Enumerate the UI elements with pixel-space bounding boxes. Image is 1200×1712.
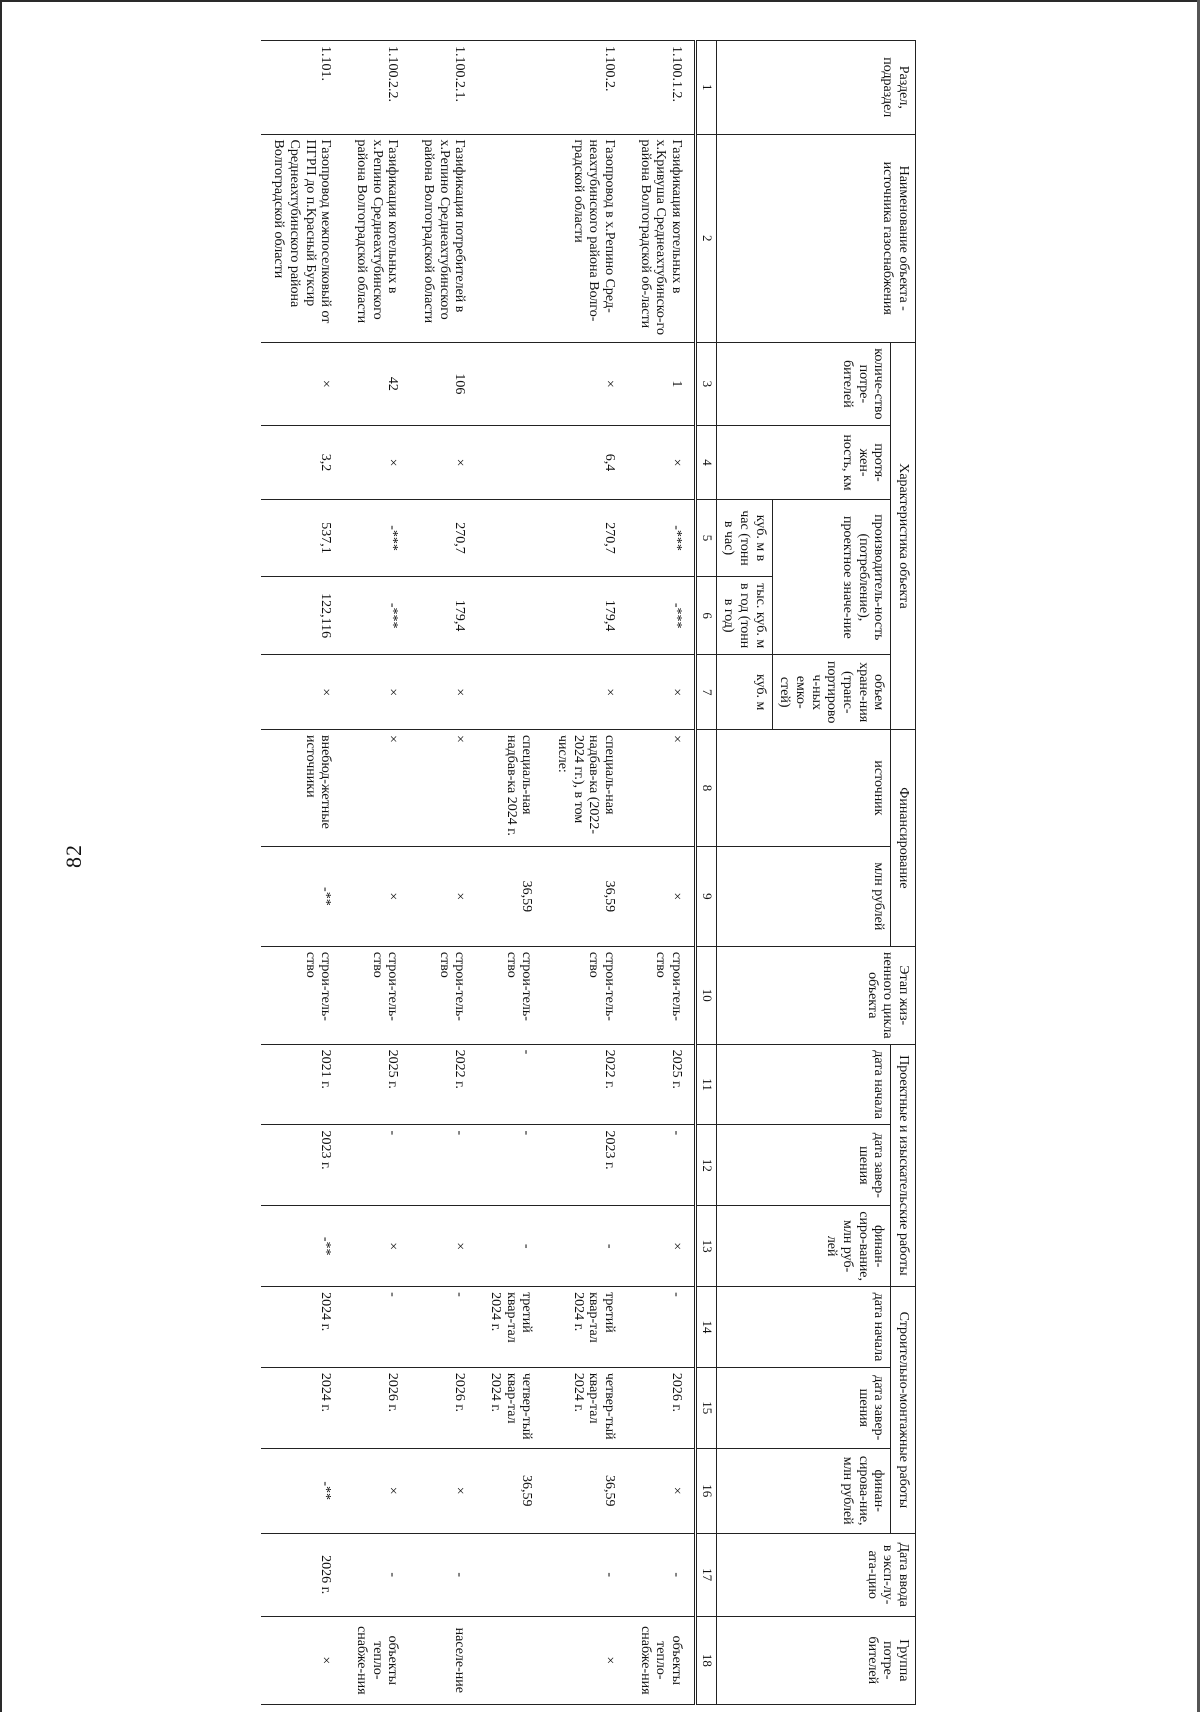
- cell-section: 1.101.: [261, 41, 344, 135]
- cell-design-start: -: [477, 1044, 544, 1125]
- cell-object-name: Газификация котельных в х.Репино Среднеахтубинского района Волгоградской области: [343, 134, 410, 342]
- cell-fin-source: ×: [343, 729, 410, 846]
- cell-commission-date: 2026 г.: [261, 1533, 344, 1616]
- header-characteristics: Характеристика объекта: [891, 342, 916, 729]
- col-num: 12: [696, 1125, 717, 1206]
- cell-build-start: -: [343, 1287, 410, 1368]
- cell-section: 1.100.1.2.: [627, 41, 696, 135]
- cell-storage-volume: ×: [410, 655, 477, 729]
- cell-length: 3,2: [261, 425, 344, 499]
- header-name: Наименование объекта - источника газоснабжения: [716, 134, 915, 342]
- col-num: 9: [696, 846, 717, 946]
- header-capacity: производитель-ность (потребление), проектное значе-ние: [772, 500, 891, 655]
- cell-section: 1.100.2.2.: [343, 41, 410, 135]
- cell-stage: строи-тель-ство: [261, 946, 344, 1044]
- header-fin-source: источник: [716, 729, 891, 846]
- cell-build-fin: ×: [627, 1448, 696, 1533]
- col-num: 3: [696, 342, 717, 425]
- cell-build-end: четвер-тый квар-тал 2024 г.: [477, 1367, 544, 1448]
- cell-design-start: 2025 г.: [343, 1044, 410, 1125]
- cell-consumer-count: [477, 342, 544, 425]
- cell-fin-source: внебюд-жетные источники: [261, 729, 344, 846]
- cell-design-end: -: [477, 1125, 544, 1206]
- header-length: протя-жен-ность, км: [716, 425, 891, 499]
- cell-commission-date: [477, 1533, 544, 1616]
- cell-length: [477, 425, 544, 499]
- cell-commission-date: -: [343, 1533, 410, 1616]
- table-row: [544, 41, 627, 1705]
- cell-design-fin: ×: [627, 1206, 696, 1287]
- cell-consumer-group: объекты тепло-снабже-ния: [343, 1616, 410, 1704]
- gas-supply-table: [261, 40, 916, 1705]
- cell-commission-date: -: [410, 1533, 477, 1616]
- cell-build-fin: ×: [410, 1448, 477, 1533]
- scan-edge-top: [0, 0, 1200, 2]
- cell-consumer-count: ×: [261, 342, 344, 425]
- cell-consumer-group: ×: [544, 1616, 627, 1704]
- col-num: 6: [696, 576, 717, 655]
- header-design-end: дата завер-шения: [716, 1125, 891, 1206]
- cell-build-start: третий квар-тал 2024 г.: [477, 1287, 544, 1368]
- cell-capacity-year: 122,116: [261, 576, 344, 655]
- col-num: 1: [696, 41, 717, 135]
- cell-build-end: 2026 г.: [410, 1367, 477, 1448]
- cell-design-start: 2022 г.: [544, 1044, 627, 1125]
- cell-length: ×: [627, 425, 696, 499]
- cell-capacity-year: -***: [343, 576, 410, 655]
- table-row: [627, 41, 696, 1705]
- cell-fin-source: специаль-ная надбав-ка (2022-2024 гг.), в том числе:: [544, 729, 627, 846]
- cell-capacity-year: [477, 576, 544, 655]
- col-num: 17: [696, 1533, 717, 1616]
- cell-object-name: Газификация котельных в х.Кривуша Среднеахтубинско-го района Волгоградской об-ласти: [627, 134, 696, 342]
- cell-consumer-group: населе-ние: [410, 1616, 477, 1704]
- cell-stage: строи-тель-ство: [627, 946, 696, 1044]
- header-commission: Дата ввода в эксп-лу-ата-цию: [716, 1533, 915, 1616]
- col-num: 13: [696, 1206, 717, 1287]
- table-row: [343, 41, 410, 1705]
- header-volume-unit: куб. м: [716, 655, 772, 729]
- cell-capacity-hour: 270,7: [410, 500, 477, 577]
- cell-consumer-group: [477, 1616, 544, 1704]
- cell-commission-date: -: [544, 1533, 627, 1616]
- cell-build-fin: ×: [343, 1448, 410, 1533]
- cell-capacity-year: 179,4: [410, 576, 477, 655]
- cell-capacity-hour: -***: [627, 500, 696, 577]
- header-design-works: Проектные и изыскательские работы: [891, 1044, 916, 1286]
- col-num: 7: [696, 655, 717, 729]
- col-num: 8: [696, 729, 717, 846]
- column-number-row: [696, 41, 717, 1705]
- cell-storage-volume: ×: [544, 655, 627, 729]
- cell-design-fin: -**: [261, 1206, 344, 1287]
- table-row: [477, 41, 544, 1705]
- cell-build-fin: 36,59: [544, 1448, 627, 1533]
- col-num: 5: [696, 500, 717, 577]
- col-num: 4: [696, 425, 717, 499]
- cell-design-fin: -: [544, 1206, 627, 1287]
- header-row-1: [891, 41, 916, 1705]
- cell-section: [477, 41, 544, 135]
- cell-stage: строи-тель-ство: [477, 946, 544, 1044]
- cell-fin-amount: -**: [261, 846, 344, 946]
- cell-length: ×: [343, 425, 410, 499]
- cell-stage: строи-тель-ство: [343, 946, 410, 1044]
- cell-build-end: 2026 г.: [343, 1367, 410, 1448]
- cell-consumer-group: ×: [261, 1616, 344, 1704]
- cell-design-start: 2021 г.: [261, 1044, 344, 1125]
- cell-object-name: Газопровод в х.Репино Сред-неахтубинского района Волго-градской области: [544, 134, 627, 342]
- cell-storage-volume: ×: [343, 655, 410, 729]
- header-group: Группа потре-бителей: [716, 1616, 915, 1704]
- cell-build-end: 2026 г.: [627, 1367, 696, 1448]
- header-build-works: Строительно-монтажные работы: [891, 1287, 916, 1534]
- cell-design-fin: ×: [343, 1206, 410, 1287]
- cell-capacity-hour: 537,1: [261, 500, 344, 577]
- page-number: 82: [61, 844, 86, 868]
- cell-storage-volume: [477, 655, 544, 729]
- cell-storage-volume: ×: [627, 655, 696, 729]
- cell-build-end: 2024 г.: [261, 1367, 344, 1448]
- scan-edge-left: [0, 0, 2, 1712]
- col-num: 15: [696, 1367, 717, 1448]
- cell-section: 1.100.2.1.: [410, 41, 477, 135]
- cell-storage-volume: ×: [261, 655, 344, 729]
- header-design-fin: финан-сиро-вание, млн руб-лей: [716, 1206, 891, 1287]
- cell-consumer-count: ×: [544, 342, 627, 425]
- cell-consumer-count: 42: [343, 342, 410, 425]
- col-num: 11: [696, 1044, 717, 1125]
- header-consumer-count: количе-ство потре-бителей: [716, 342, 891, 425]
- col-num: 14: [696, 1287, 717, 1368]
- header-stage: Этап жиз-ненного цикла объекта: [716, 946, 915, 1044]
- cell-build-start: третий квар-тал 2024 г.: [544, 1287, 627, 1368]
- header-build-end: дата завер-шения: [716, 1367, 891, 1448]
- cell-length: ×: [410, 425, 477, 499]
- cell-capacity-year: 179,4: [544, 576, 627, 655]
- cell-fin-amount: ×: [410, 846, 477, 946]
- cell-design-end: -: [410, 1125, 477, 1206]
- header-storage-volume: объем хране-ния (транс-портировоч-ных емко-стей): [772, 655, 891, 729]
- cell-object-name: [477, 134, 544, 342]
- cell-design-fin: -: [477, 1206, 544, 1287]
- cell-consumer-count: 1: [627, 342, 696, 425]
- cell-stage: строи-тель-ство: [410, 946, 477, 1044]
- cell-design-end: 2023 г.: [261, 1125, 344, 1206]
- header-fin-amount: млн рублей: [716, 846, 891, 946]
- cell-object-name: Газопровод межпоселковый от ПГРП до п.Красный Буксир Среднеахтубинского района Волгоградской области: [261, 134, 344, 342]
- cell-consumer-count: 106: [410, 342, 477, 425]
- table-row: [261, 41, 344, 1705]
- cell-build-start: -: [410, 1287, 477, 1368]
- cell-design-end: -: [627, 1125, 696, 1206]
- header-capacity-year: тыс. куб. м в год (тонн в год): [716, 576, 772, 655]
- cell-fin-amount: ×: [343, 846, 410, 946]
- cell-design-end: -: [343, 1125, 410, 1206]
- cell-fin-source: ×: [410, 729, 477, 846]
- table-body: [261, 41, 696, 1705]
- col-num: 10: [696, 946, 717, 1044]
- cell-build-fin: -**: [261, 1448, 344, 1533]
- cell-fin-amount: 36,59: [477, 846, 544, 946]
- header-financing: Финансирование: [891, 729, 916, 946]
- cell-design-start: 2022 г.: [410, 1044, 477, 1125]
- cell-length: 6,4: [544, 425, 627, 499]
- header-section: Раздел, подраздел: [716, 41, 915, 135]
- rotated-table-wrapper: [166, 40, 916, 1705]
- cell-fin-amount: 36,59: [544, 846, 627, 946]
- cell-design-end: 2023 г.: [544, 1125, 627, 1206]
- cell-stage: строи-тель-ство: [544, 946, 627, 1044]
- cell-object-name: Газификация потребителей в х.Репино Среднеахтубинского района Волгоградской области: [410, 134, 477, 342]
- cell-capacity-hour: -***: [343, 500, 410, 577]
- cell-consumer-group: объекты тепло-снабже-ния: [627, 1616, 696, 1704]
- cell-design-fin: ×: [410, 1206, 477, 1287]
- header-build-fin: финан-сирова-ние, млн рублей: [716, 1448, 891, 1533]
- cell-build-start: 2024 г.: [261, 1287, 344, 1368]
- header-capacity-hour: куб. м в час (тонн в час): [716, 500, 772, 577]
- cell-capacity-hour: [477, 500, 544, 577]
- cell-section: 1.100.2.: [544, 41, 627, 135]
- cell-commission-date: -: [627, 1533, 696, 1616]
- cell-build-fin: 36,59: [477, 1448, 544, 1533]
- col-num: 18: [696, 1616, 717, 1704]
- col-num: 2: [696, 134, 717, 342]
- cell-capacity-year: -***: [627, 576, 696, 655]
- cell-capacity-hour: 270,7: [544, 500, 627, 577]
- header-design-start: дата начала: [716, 1044, 891, 1125]
- cell-fin-amount: ×: [627, 846, 696, 946]
- table-row: [410, 41, 477, 1705]
- cell-build-end: четвер-тый квар-тал 2024 г.: [544, 1367, 627, 1448]
- col-num: 16: [696, 1448, 717, 1533]
- cell-fin-source: ×: [627, 729, 696, 846]
- header-build-start: дата начала: [716, 1287, 891, 1368]
- cell-design-start: 2025 г.: [627, 1044, 696, 1125]
- cell-build-start: -: [627, 1287, 696, 1368]
- cell-fin-source: специаль-ная надбав-ка 2024 г.: [477, 729, 544, 846]
